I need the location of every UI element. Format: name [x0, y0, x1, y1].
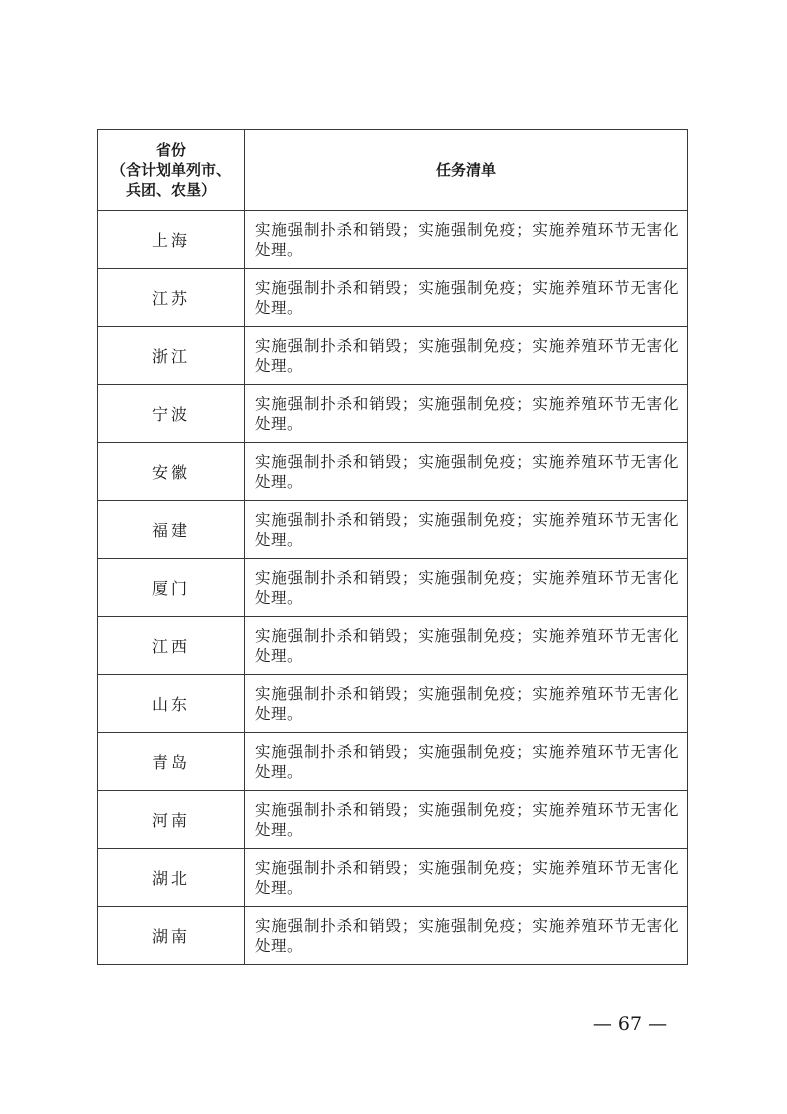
table-row: [98, 559, 688, 617]
table-row: [98, 211, 688, 269]
task-cell: 实施强制扑杀和销毁；实施强制免疫；实施养殖环节无害化处理。: [245, 559, 688, 617]
table-row: [98, 501, 688, 559]
table-row: [98, 443, 688, 501]
province-header-line-1: 省份: [155, 141, 186, 159]
task-cell: 实施强制扑杀和销毁；实施强制免疫；实施养殖环节无害化处理。: [245, 327, 688, 385]
table-row: [98, 385, 688, 443]
page-number: — 67 —: [592, 1013, 668, 1035]
province-cell: 青岛: [98, 733, 245, 791]
province-cell: 江苏: [98, 269, 245, 327]
province-cell: 江西: [98, 617, 245, 675]
task-cell: 实施强制扑杀和销毁；实施强制免疫；实施养殖环节无害化处理。: [245, 907, 688, 965]
task-cell: 实施强制扑杀和销毁；实施强制免疫；实施养殖环节无害化处理。: [245, 211, 688, 269]
table-body: [98, 211, 688, 965]
task-cell: 实施强制扑杀和销毁；实施强制免疫；实施养殖环节无害化处理。: [245, 849, 688, 907]
table-row: [98, 849, 688, 907]
province-cell: 浙江: [98, 327, 245, 385]
province-header-line-3: 兵团、农垦）: [125, 181, 216, 199]
province-cell: 山东: [98, 675, 245, 733]
table-row: [98, 907, 688, 965]
table-row: [98, 617, 688, 675]
table-row: [98, 791, 688, 849]
table-row: [98, 327, 688, 385]
task-cell: 实施强制扑杀和销毁；实施强制免疫；实施养殖环节无害化处理。: [245, 791, 688, 849]
task-cell: 实施强制扑杀和销毁；实施强制免疫；实施养殖环节无害化处理。: [245, 443, 688, 501]
province-cell: 福建: [98, 501, 245, 559]
province-cell: 安徽: [98, 443, 245, 501]
province-cell: 河南: [98, 791, 245, 849]
province-cell: 上海: [98, 211, 245, 269]
table-row: [98, 733, 688, 791]
province-cell: 宁波: [98, 385, 245, 443]
task-cell: 实施强制扑杀和销毁；实施强制免疫；实施养殖环节无害化处理。: [245, 675, 688, 733]
province-cell: 厦门: [98, 559, 245, 617]
table-row: [98, 269, 688, 327]
task-cell: 实施强制扑杀和销毁；实施强制免疫；实施养殖环节无害化处理。: [245, 269, 688, 327]
task-cell: 实施强制扑杀和销毁；实施强制免疫；实施养殖环节无害化处理。: [245, 617, 688, 675]
task-cell: 实施强制扑杀和销毁；实施强制免疫；实施养殖环节无害化处理。: [245, 385, 688, 443]
task-table: [97, 129, 688, 965]
province-cell: 湖北: [98, 849, 245, 907]
province-column-header: [98, 130, 245, 211]
province-cell: 湖南: [98, 907, 245, 965]
task-cell: 实施强制扑杀和销毁；实施强制免疫；实施养殖环节无害化处理。: [245, 501, 688, 559]
task-cell: 实施强制扑杀和销毁；实施强制免疫；实施养殖环节无害化处理。: [245, 733, 688, 791]
task-column-header: 任务清单: [245, 130, 688, 211]
table-row: [98, 675, 688, 733]
province-header-line-2: （含计划单列市、: [110, 161, 231, 179]
table-header-row: [98, 130, 688, 211]
